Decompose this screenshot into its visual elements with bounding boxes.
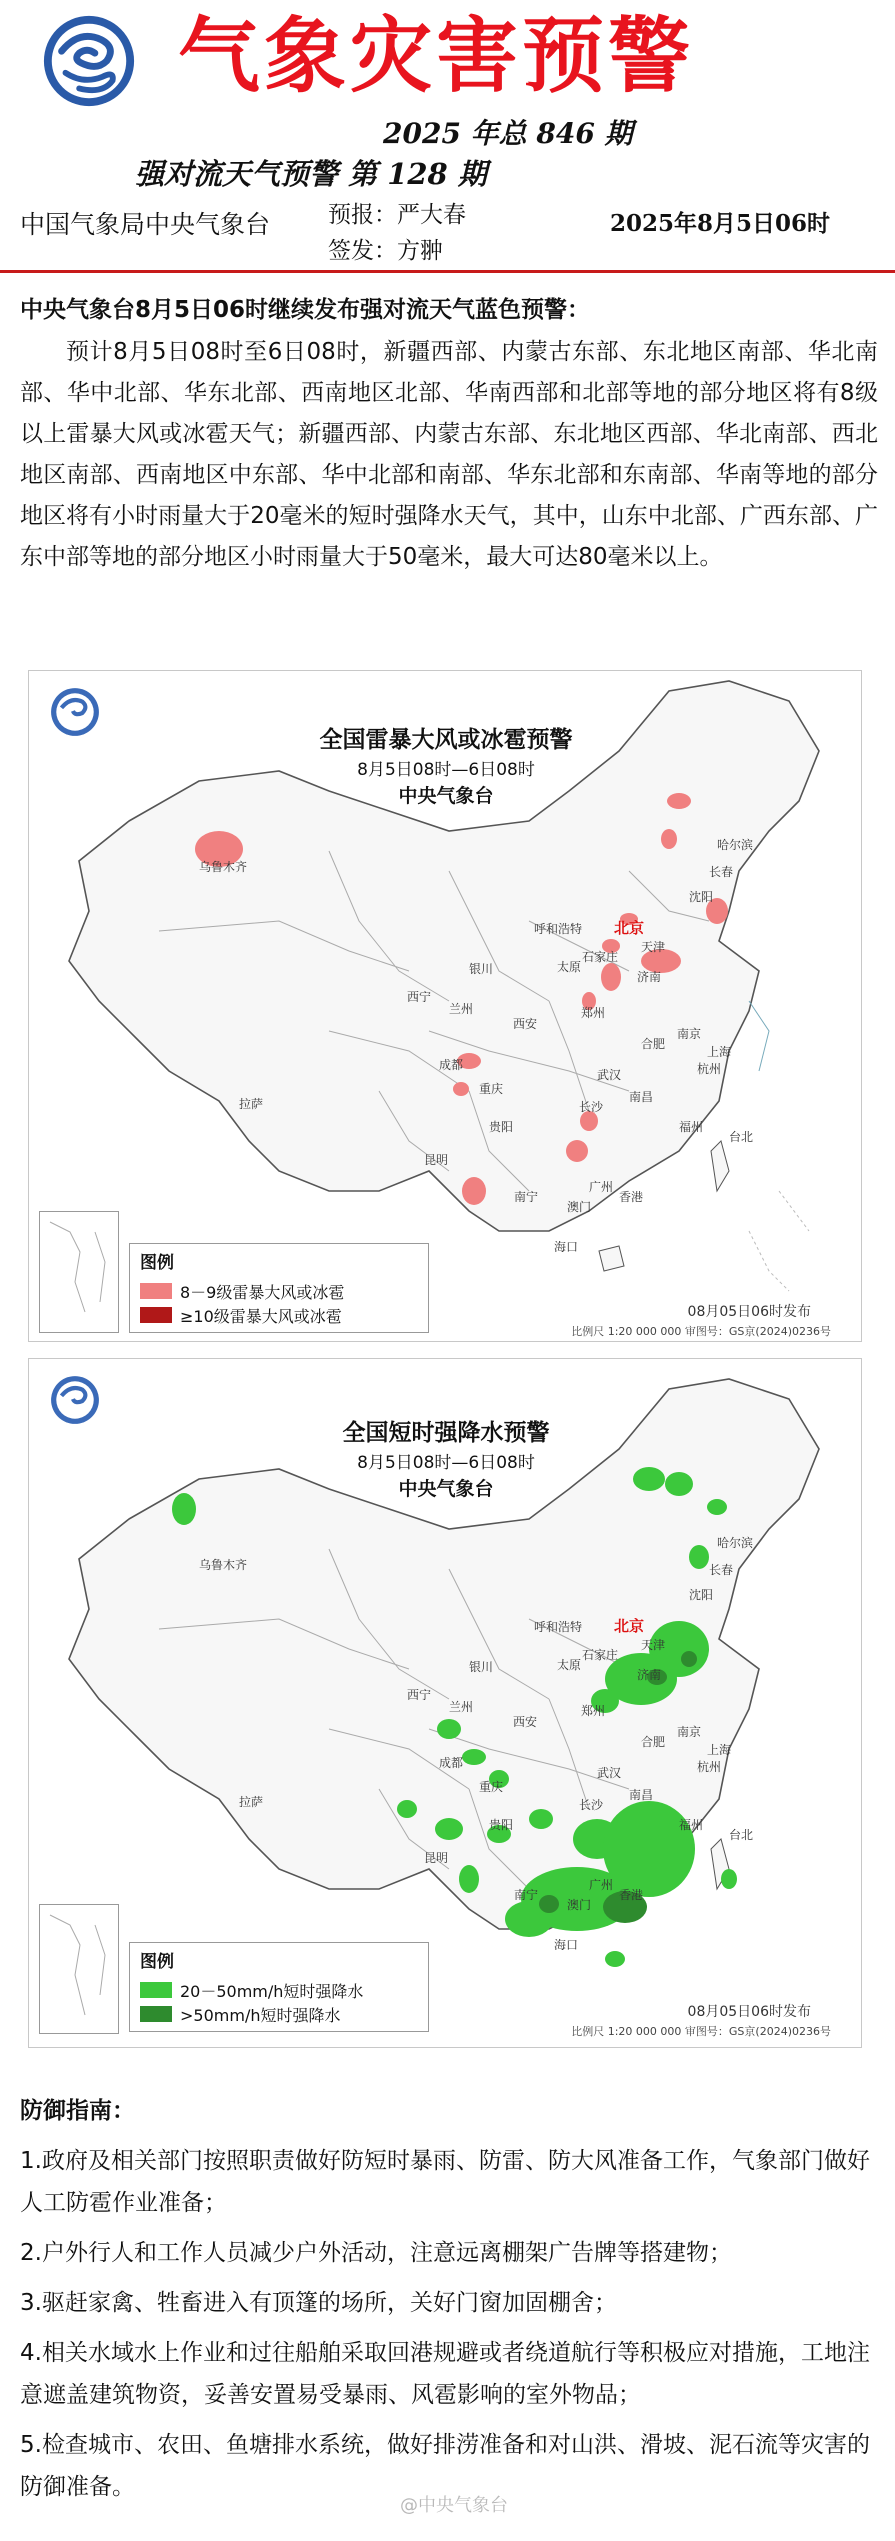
city-zhengzhou: 郑州	[581, 1704, 606, 1718]
legend-title: 图例	[140, 1952, 174, 1972]
notice-body: 预计8月5日08时至6日08时，新疆西部、内蒙古东部、东北地区南部、华北南部、华中北部、华东北部、西南地区北部、华南西部和北部等地的部分地区将有8级以上雷暴大风或冰雹天气；新疆西部、内蒙古东部、东北地区西部、华北南部、西北地区南部、西南地区中东部、华中北部和南部、华东北部和东南部、华南等地的部分地区将有小时雨量大于20毫米的短时强降水天气，其中，山东中北部、广西东部、广东中部等地的部分地区小时雨量大于50毫米，最大可达80毫米以上。	[20, 339, 878, 570]
city-shenyang: 沈阳	[689, 1588, 714, 1602]
city-guangzhou: 广州	[589, 1180, 614, 1194]
legend-swatch	[140, 2006, 172, 2022]
city-xianggang: 香港	[619, 1888, 644, 1902]
city-nanjing: 南京	[677, 1027, 702, 1041]
city-lanzhou: 兰州	[449, 1700, 474, 1714]
city-fuzhou: 福州	[679, 1120, 704, 1134]
city-guiyang: 贵阳	[489, 1120, 514, 1134]
city-jinan: 济南	[637, 1668, 662, 1682]
city-hangzhou: 杭州	[697, 1760, 722, 1774]
city-lasa: 拉萨	[239, 1097, 264, 1111]
legend-label: ≥10级雷暴大风或冰雹	[180, 1306, 342, 1326]
city-yinchuan: 银川	[469, 962, 494, 976]
city-haikou: 海口	[554, 1938, 579, 1952]
city-haikou: 海口	[554, 1240, 579, 1254]
legend-swatch	[140, 1982, 172, 1998]
defense-item: 2.户外行人和工作人员减少户外活动，注意远离棚架广告牌等搭建物；	[20, 2240, 732, 2266]
city-wuhan: 武汉	[597, 1766, 622, 1780]
city-taibei: 台北	[729, 1130, 754, 1144]
city-wulumuqi: 乌鲁木齐	[199, 860, 248, 874]
legend-swatch	[140, 1307, 172, 1323]
legend-swatch	[140, 1283, 172, 1299]
city-kunming: 昆明	[424, 1851, 449, 1865]
map2-legend	[129, 1942, 429, 2032]
legend-label: >50mm/h短时强降水	[180, 2005, 341, 2025]
city-xian: 西安	[513, 1715, 538, 1729]
city-nanning: 南宁	[514, 1888, 539, 1902]
map1-issued: 08月05日06时发布	[687, 1304, 811, 1320]
city-xian: 西安	[513, 1017, 538, 1031]
city-beijing: 北京	[614, 919, 645, 937]
city-haerbin: 哈尔滨	[717, 838, 754, 852]
city-changchun: 长春	[709, 1563, 734, 1577]
forecaster: 预报：严大春	[328, 202, 466, 228]
city-lanzhou: 兰州	[449, 1002, 474, 1016]
city-huhehaote: 呼和浩特	[534, 922, 583, 936]
city-wulumuqi: 乌鲁木齐	[199, 1558, 248, 1572]
city-shenyang: 沈阳	[689, 890, 714, 904]
issue-date: 2025年8月5日06时	[610, 210, 831, 237]
city-shanghai: 上海	[707, 1743, 732, 1757]
south-china-sea-inset	[39, 1211, 119, 1333]
city-chongqing: 重庆	[479, 1780, 504, 1794]
city-kunming: 昆明	[424, 1153, 449, 1167]
city-yinchuan: 银川	[469, 1660, 494, 1674]
city-chongqing: 重庆	[479, 1082, 504, 1096]
weibo-watermark: @中央气象台	[400, 2495, 508, 2516]
city-guangzhou: 广州	[589, 1878, 614, 1892]
defense-guide	[20, 2090, 880, 2516]
city-fuzhou: 福州	[679, 1818, 704, 1832]
city-changsha: 长沙	[579, 1100, 604, 1114]
city-jinan: 济南	[637, 970, 662, 984]
header-divider	[0, 270, 895, 273]
city-aomen: 澳门	[567, 1898, 592, 1912]
legend-title: 图例	[140, 1253, 174, 1273]
legend-row	[140, 1978, 418, 2002]
bulletin-title: 气象灾害预警	[178, 8, 695, 104]
map2-period: 8月5日08时—6日08时	[357, 1453, 535, 1473]
map1-org: 中央气象台	[398, 785, 494, 807]
cma-logo-icon	[40, 12, 138, 110]
city-xianggang: 香港	[619, 1190, 644, 1204]
bulletin-header	[0, 0, 895, 218]
city-xining: 西宁	[407, 990, 432, 1004]
city-tianjin: 天津	[641, 1638, 666, 1652]
issuing-organization: 中国气象局中央气象台	[20, 210, 271, 239]
legend-row	[140, 1279, 418, 1303]
city-hefei: 合肥	[641, 1037, 666, 1051]
map2-scale: 比例尺 1:20 000 000 审图号：GS京(2024)0236号	[571, 2025, 831, 2038]
city-huhehaote: 呼和浩特	[534, 1620, 583, 1634]
city-changchun: 长春	[709, 865, 734, 879]
issue-number: 2025 年总 846 期	[383, 117, 633, 150]
city-nanjing: 南京	[677, 1725, 702, 1739]
approver: 签发：方翀	[328, 238, 443, 264]
city-nanchang: 南昌	[629, 1788, 654, 1802]
map1-scale: 比例尺 1:20 000 000 审图号：GS京(2024)0236号	[571, 1325, 831, 1338]
notice-heading: 中央气象台8月5日06时继续发布强对流天气蓝色预警：	[20, 297, 591, 323]
city-beijing: 北京	[614, 1617, 645, 1635]
city-nanning: 南宁	[514, 1190, 539, 1204]
defense-item: 5.检查城市、农田、鱼塘排水系统，做好排涝准备和对山洪、滑坡、泥石流等灾害的防御准备。	[20, 2432, 870, 2500]
city-chengdu: 成都	[439, 1058, 464, 1072]
city-shijiazhuang: 石家庄	[582, 1648, 619, 1662]
city-hangzhou: 杭州	[697, 1062, 722, 1076]
legend-row	[140, 2002, 418, 2026]
city-chengdu: 成都	[439, 1756, 464, 1770]
legend-label: 20－50mm/h短时强降水	[180, 1981, 364, 2001]
defense-item: 3.驱赶家禽、牲畜进入有顶篷的场所，关好门窗加固棚舍；	[20, 2290, 617, 2316]
city-wuhan: 武汉	[597, 1068, 622, 1082]
short-heavy-rain-map	[28, 1358, 862, 2048]
south-china-sea-inset	[39, 1904, 119, 2034]
city-guiyang: 贵阳	[489, 1818, 514, 1832]
city-hefei: 合肥	[641, 1735, 666, 1749]
map1-period: 8月5日08时—6日08时	[357, 760, 535, 780]
map1-title: 全国雷暴大风或冰雹预警	[319, 727, 573, 753]
city-nanchang: 南昌	[629, 1090, 654, 1104]
city-tianjin: 天津	[641, 940, 666, 954]
map2-issued: 08月05日06时发布	[687, 2004, 811, 2020]
city-aomen: 澳门	[567, 1200, 592, 1214]
defense-item: 1.政府及相关部门按照职责做好防短时暴雨、防雷、防大风准备工作，气象部门做好人工防雹作业准备；	[20, 2148, 870, 2216]
legend-row	[140, 1303, 418, 1327]
city-shijiazhuang: 石家庄	[582, 950, 619, 964]
map2-title: 全国短时强降水预警	[342, 1420, 550, 1446]
city-taiyuan: 太原	[557, 960, 582, 974]
city-lasa: 拉萨	[239, 1795, 264, 1809]
map2-org: 中央气象台	[398, 1478, 494, 1500]
city-zhengzhou: 郑州	[581, 1006, 606, 1020]
thunderstorm-hail-map	[28, 670, 862, 1342]
defense-item: 4.相关水域水上作业和过往船舶采取回港规避或者绕道航行等积极应对措施，工地注意遮盖建筑物资，妥善安置易受暴雨、风雹影响的室外物品；	[20, 2340, 870, 2408]
map1-legend	[129, 1243, 429, 1333]
city-changsha: 长沙	[579, 1798, 604, 1812]
city-taiyuan: 太原	[557, 1658, 582, 1672]
city-haerbin: 哈尔滨	[717, 1536, 754, 1550]
city-shanghai: 上海	[707, 1045, 732, 1059]
city-xining: 西宁	[407, 1688, 432, 1702]
city-taibei: 台北	[729, 1828, 754, 1842]
bulletin-subtitle: 强对流天气预警 第 128 期	[135, 157, 487, 191]
legend-label: 8－9级雷暴大风或冰雹	[180, 1282, 345, 1302]
defense-guide-heading: 防御指南：	[20, 2098, 135, 2124]
